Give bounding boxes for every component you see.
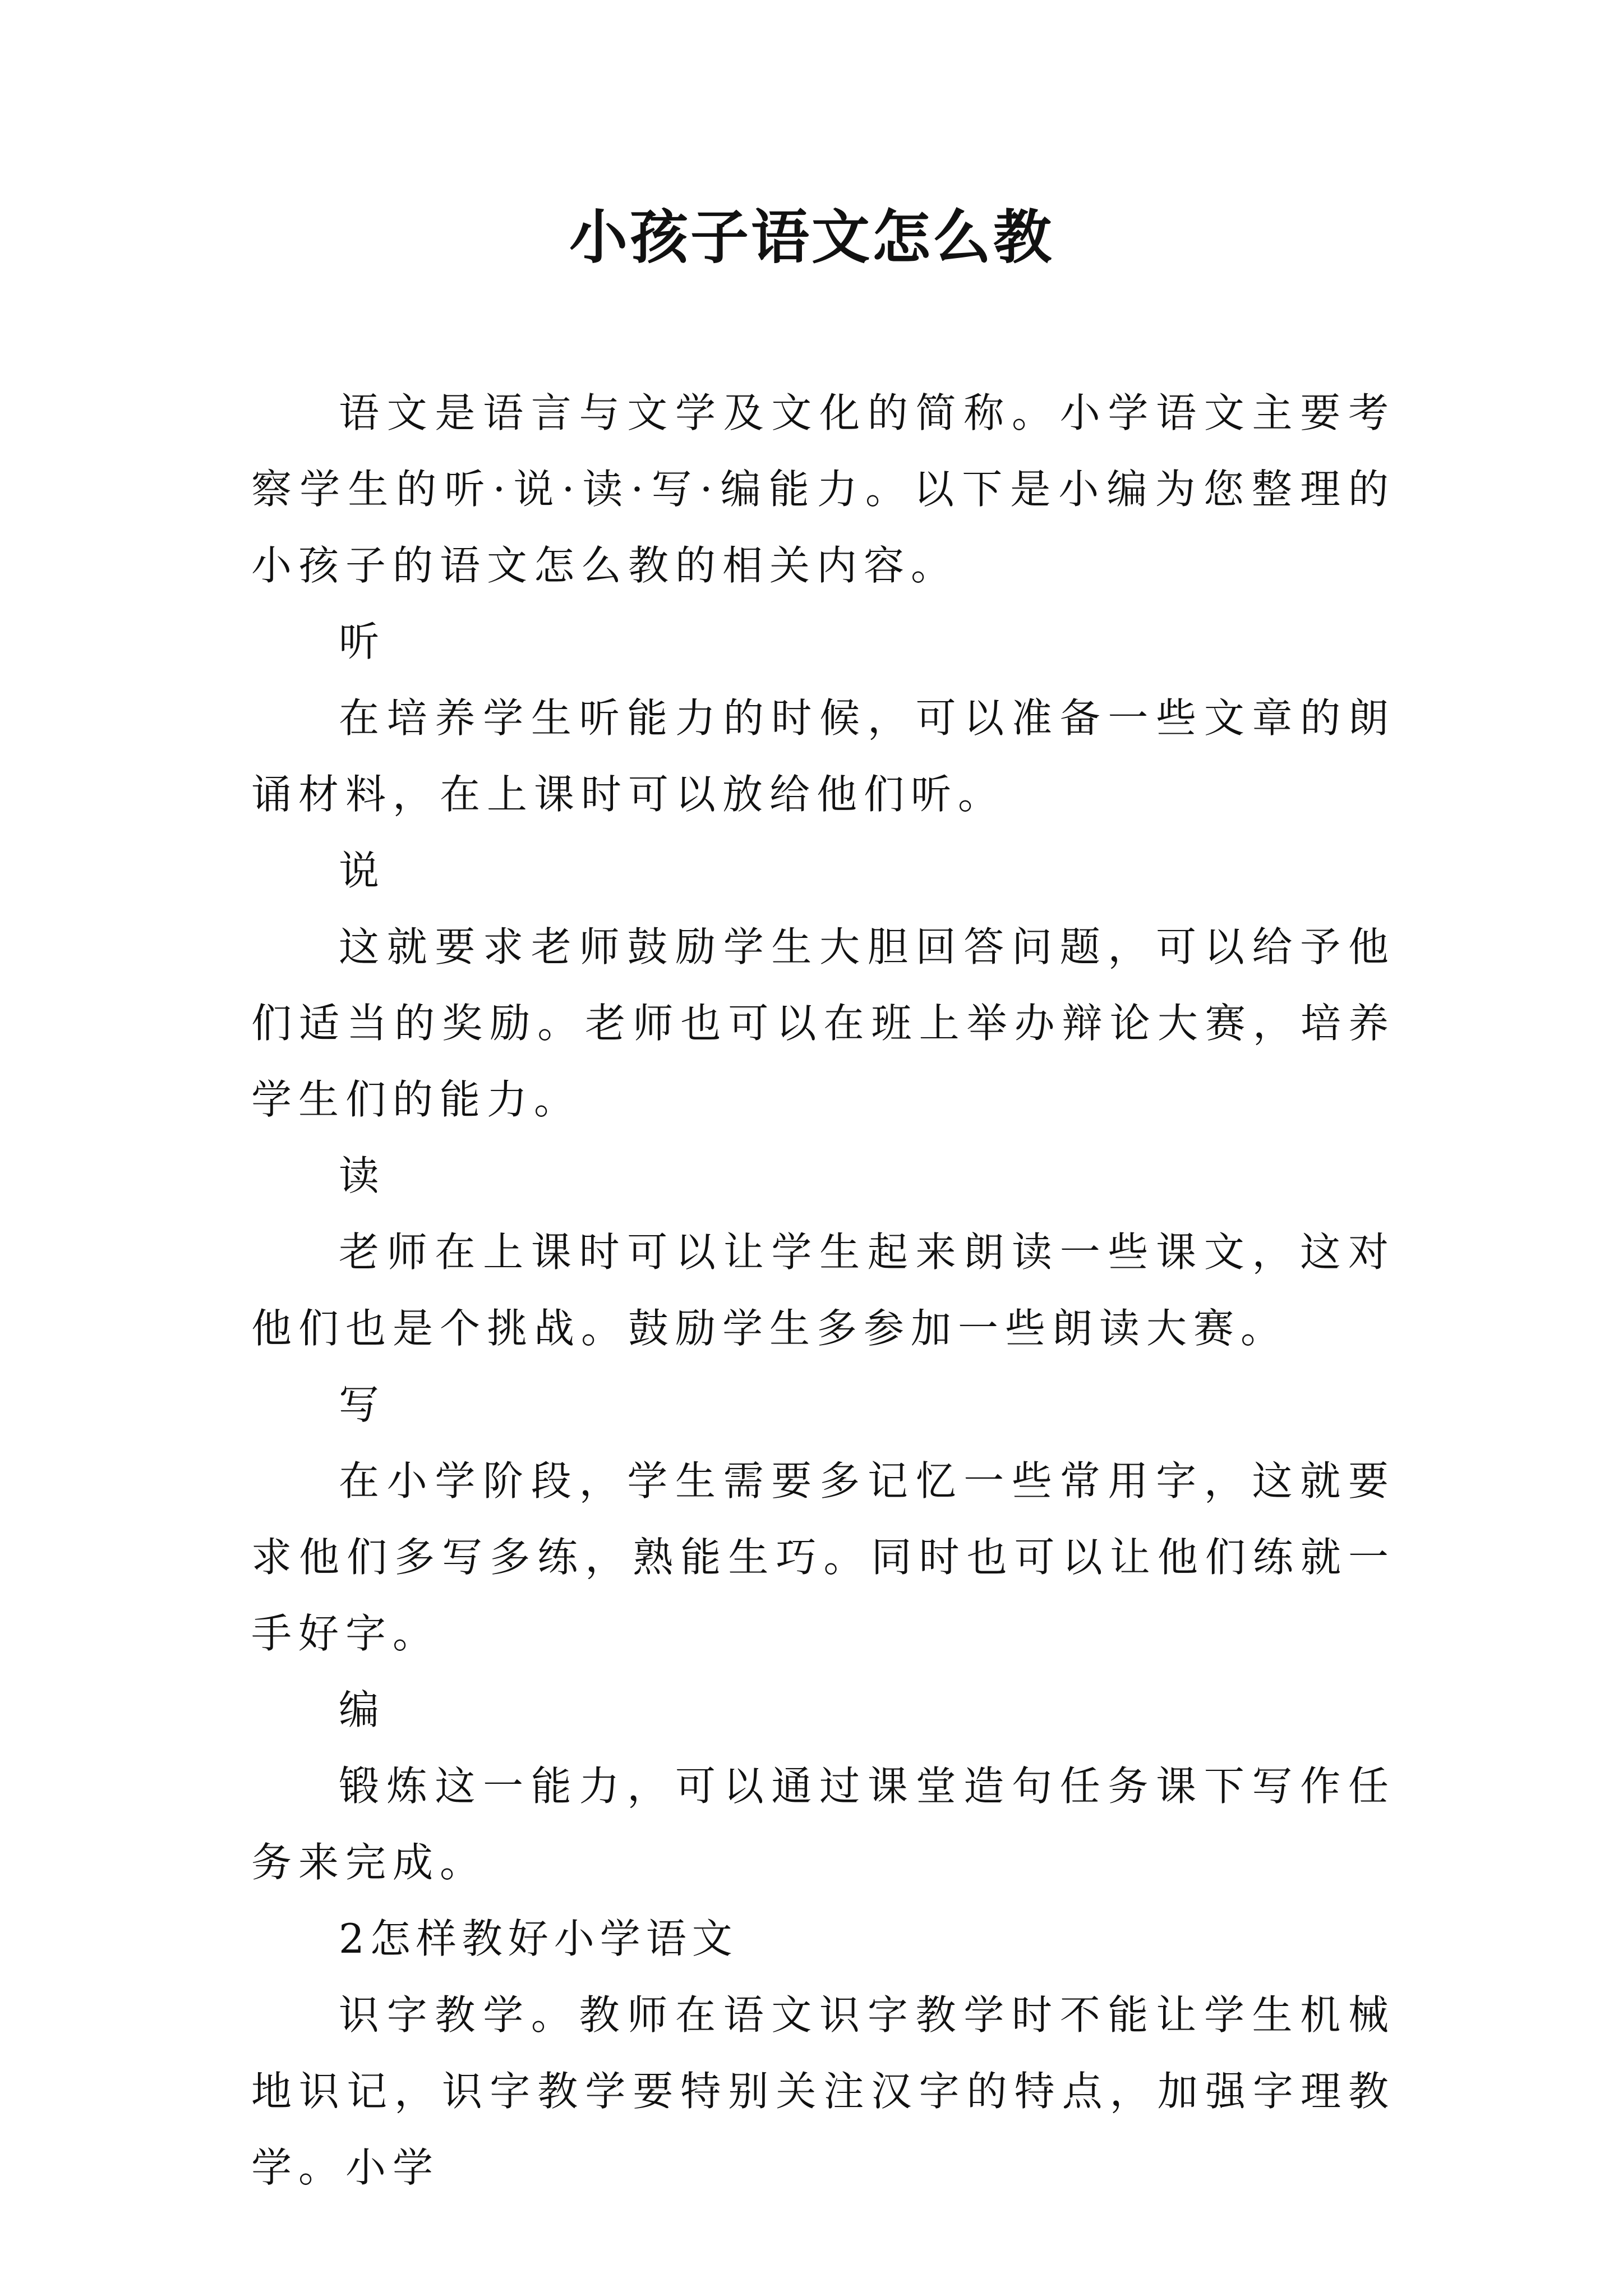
document-body — [251, 375, 1395, 2206]
listen-paragraph: 在培养学生听能力的时候，可以准备一些文章的朗诵材料，在上课时可以放给他们听。 — [251, 694, 1395, 818]
intro-paragraph: 语文是语言与文学及文化的简称。小学语文主要考察学生的听·说·读·写·编能力。以下是小编为您整理的小孩子的语文怎么教的相关内容。 — [251, 389, 1395, 589]
section-heading-teach-well: 2怎样教好小学语文 — [339, 1915, 738, 1962]
literacy-paragraph: 识字教学。教师在语文识字教学时不能让学生机械地识记，识字教学要特别关注汉字的特点，加强字理教学。小学 — [251, 1991, 1395, 2191]
section-heading-listen: 听 — [339, 618, 385, 665]
section-heading-compose: 编 — [339, 1686, 385, 1733]
compose-paragraph: 锻炼这一能力，可以通过课堂造句任务课下写作任务来完成。 — [251, 1763, 1395, 1886]
write-paragraph: 在小学阶段，学生需要多记忆一些常用字，这就要求他们多写多练，熟能生巧。同时也可以让他们练就一手好字。 — [251, 1457, 1395, 1657]
speak-paragraph: 这就要求老师鼓励学生大胆回答问题，可以给予他们适当的奖励。老师也可以在班上举办辩论大赛，培养学生们的能力。 — [251, 923, 1395, 1123]
section-heading-speak: 说 — [339, 847, 385, 894]
section-heading-write: 写 — [339, 1381, 385, 1428]
read-paragraph: 老师在上课时可以让学生起来朗读一些课文，这对他们也是个挑战。鼓励学生多参加一些朗读大赛。 — [251, 1228, 1395, 1352]
section-heading-read: 读 — [339, 1152, 385, 1199]
document-title: 小孩子语文怎么教 — [569, 203, 1054, 272]
